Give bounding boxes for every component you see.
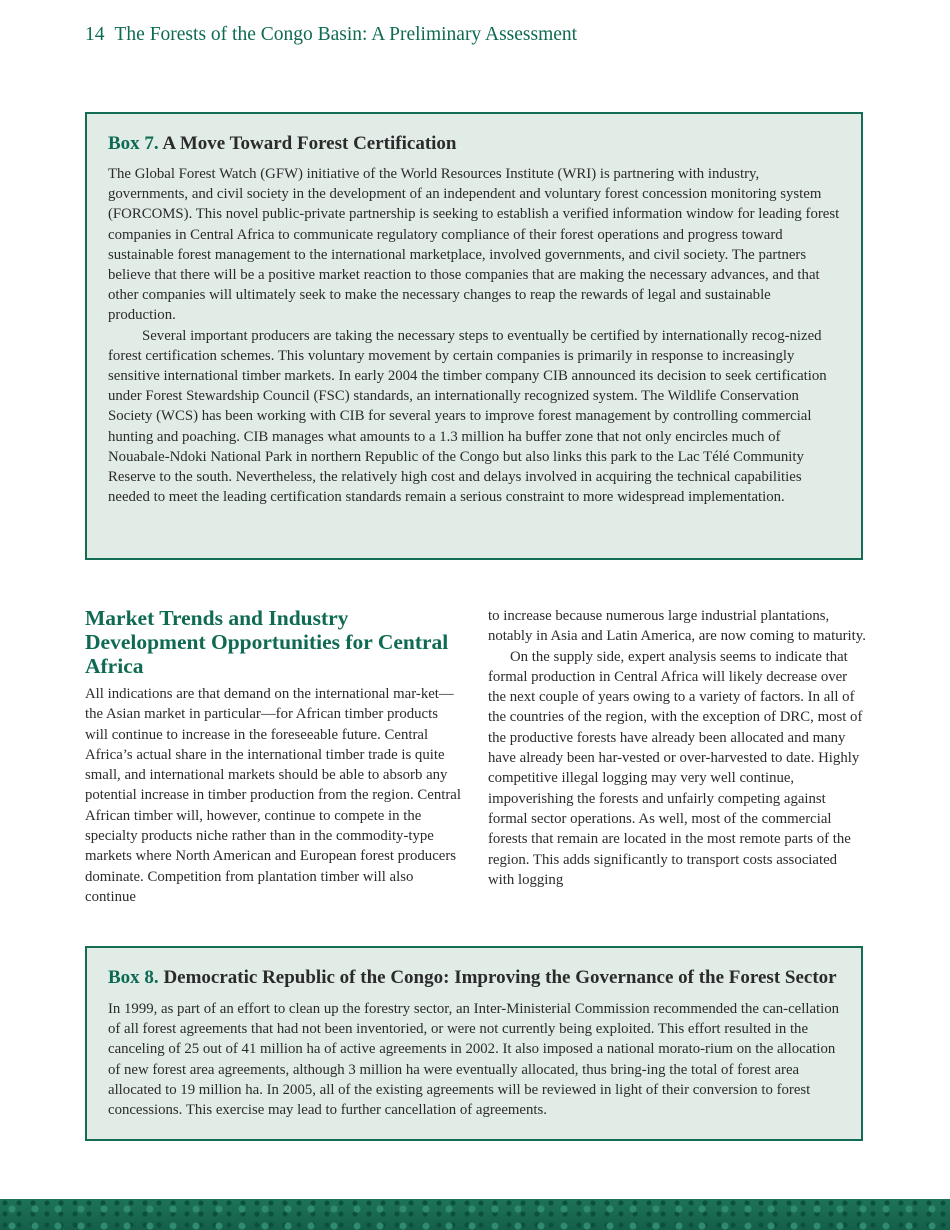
page-number: 14: [85, 24, 105, 45]
left-column-paragraph: All indications are that demand on the international mar-ket—the Asian market in particular—for African timber products will continue to increase in the foreseeable future. Central Africa’s actual share in the international timber trade is quite small, and international markets should be able to absorb any potential increase in timber production from the region. Central African timber will, however, continue to compete in the specialty products niche rather than in the commodity-type markets where North American and European forest producers dominate. Competition from plantation timber will also continue: [85, 686, 461, 905]
section-heading: Market Trends and Industry Development Opportunities for Central Africa: [85, 606, 449, 678]
box-8-paragraph: In 1999, as part of an effort to clean up the forestry sector, an Inter-Ministerial Commission recommended the can-cellation of all forest agreements that had not been inventoried, or were not currently being exploited. This effort resulted in the canceling of 25 out of 41 million ha of active agreements in 2002. It also imposed a national morato-rium on the allocation of new forest area agreements, although 3 million ha were eventually allocated, thus bring-ing the total of forest area allocated to 19 million ha. In 2005, all of the existing agreements will be reviewed in light of their conversion to forest concessions. This exercise may lead to further cancellation of agreements.: [108, 1001, 840, 1119]
box-8-drc-governance: [85, 946, 863, 1141]
right-column-paragraph-2: On the supply side, expert analysis seems to indicate that formal production in Central Africa will likely decrease over the next couple of years owing to a variety of factors. In all of the countries of the region, with the exception of DRC, most of the productive forests have already been allocated and many have already been har-vested or over-harvested to date. Highly competitive illegal logging may very well continue, impoverishing the forests and unfairly competing against formal sector operations. As well, most of the commercial forests that remain are located in the most remote parts of the region. This adds significantly to transport costs associated with logging: [488, 648, 863, 888]
box-8-title-text: Democratic Republic of the Congo: Improving the Governance of the Forest Sector: [163, 967, 837, 988]
box-7-title-text: A Move Toward Forest Certification: [162, 133, 457, 154]
box-7-label: Box 7.: [108, 133, 159, 154]
box-7-paragraph-1: The Global Forest Watch (GFW) initiative of the World Resources Institute (WRI) is partnering with industry, governments, and civil society in the development of an independent and voluntary forest concession monitoring system (FORCOMS). This novel public-private partnership is seeking to establish a verified information window for leading forest companies in Central Africa to communicate regulatory compliance of their forest operations and progress toward sustainable forest management to the international marketplace, involved governments, and civil society. The partners believe that there will be a positive market reaction to those companies that are making the necessary advances, and that other companies will ultimately seek to make the necessary changes to reap the rewards of legal and sustainable production.: [108, 166, 840, 324]
right-column-paragraph-1: to increase because numerous large industrial plantations, notably in Asia and Latin America, are now coming to maturity.: [488, 608, 866, 645]
box-8-title: [108, 966, 841, 990]
running-header: [85, 24, 577, 46]
box-7-forest-certification: [85, 112, 863, 560]
left-column: [85, 606, 463, 907]
decorative-leaf-band: [0, 1199, 950, 1230]
box-8-label: Box 8.: [108, 967, 159, 988]
box-7-title: [108, 132, 841, 156]
right-column: [488, 606, 866, 890]
running-title: The Forests of the Congo Basin: A Preliminary Assessment: [114, 24, 578, 45]
box-7-paragraph-2: Several important producers are taking the necessary steps to eventually be certified by internationally recog-nized forest certification schemes. This voluntary movement by certain companies is primarily in response to increasingly sensitive international timber markets. In early 2004 the timber company CIB announced its decision to seek certification under Forest Stewardship Council (FSC) standards, an internationally recognized system. The Wildlife Conservation Society (WCS) has been working with CIB for several years to improve forest management by controlling commercial hunting and poaching. CIB manages what amounts to a 1.3 million ha buffer zone that not only encircles much of Nouabale-Ndoki National Park in northern Republic of the Congo but also links this park to the Lac Télé Community Reserve to the south. Nevertheless, the relatively high cost and delays involved in acquiring the technical capabilities needed to meet the leading certification standards remain a serious constraint to more widespread implementation.: [108, 327, 827, 506]
